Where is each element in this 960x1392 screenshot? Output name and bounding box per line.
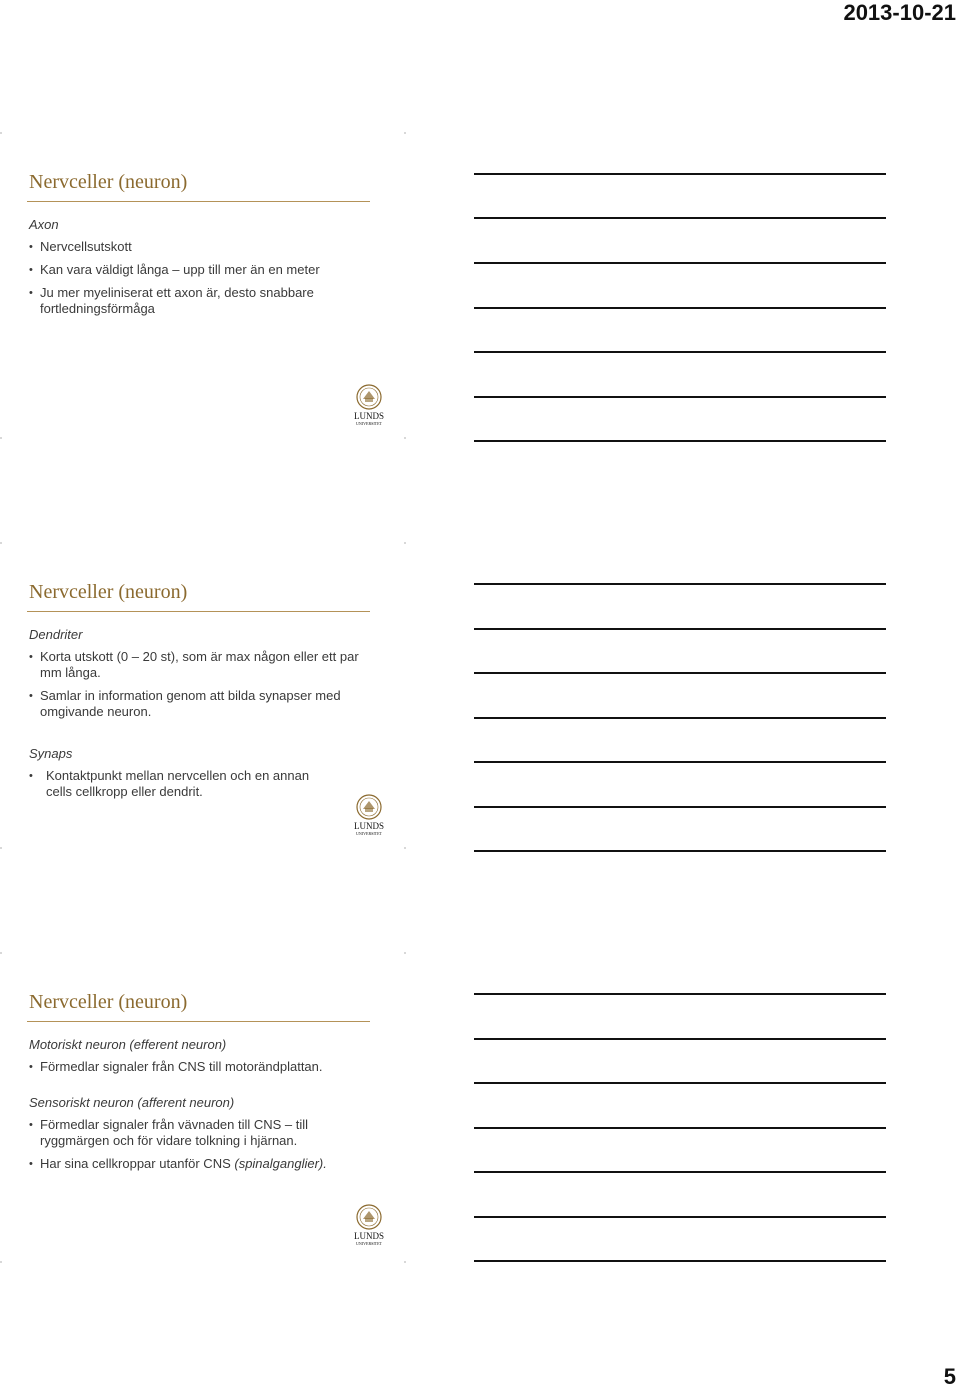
note-line (474, 717, 886, 719)
note-line (474, 440, 886, 442)
section-heading: Sensoriskt neuron (afferent neuron) (29, 1095, 235, 1110)
note-line (474, 396, 886, 398)
slide-title: Nervceller (neuron) (29, 171, 188, 193)
page-date: 2013-10-21 (843, 0, 956, 25)
crop-mark (0, 542, 2, 544)
note-line (474, 1171, 886, 1173)
crop-mark (0, 132, 2, 134)
bullet-list (29, 768, 374, 800)
bullet-list (29, 649, 374, 720)
university-seal-icon (357, 1205, 381, 1229)
slide-title: Nervceller (neuron) (29, 991, 188, 1013)
bullet-list (29, 239, 374, 317)
note-line (474, 1082, 886, 1084)
note-line (474, 806, 886, 808)
crop-mark (0, 847, 2, 849)
bullet-item: • Kontaktpunkt mellan nervcellen och en annan cells cellkropp eller dendrit. (29, 768, 336, 800)
logo-text: LUNDS (353, 1231, 385, 1241)
university-seal-icon (357, 795, 381, 819)
university-seal-icon (357, 385, 381, 409)
crop-mark (404, 542, 406, 544)
slide-1 (0, 171, 410, 571)
bullet-item: • Nervcellsutskott (29, 239, 374, 255)
logo-text: LUNDS (353, 411, 385, 421)
section-heading: Synaps (29, 746, 73, 761)
crop-mark (0, 1261, 2, 1263)
section-heading: Dendriter (29, 627, 83, 642)
bullet-item: • Korta utskott (0 – 20 st), som är max någon eller ett par mm långa. (29, 649, 360, 681)
note-line (474, 351, 886, 353)
bullet-list (29, 1117, 374, 1172)
page-number: 5 (943, 1364, 956, 1389)
note-line (474, 850, 886, 852)
note-line (474, 761, 886, 763)
note-line (474, 173, 886, 175)
note-line (474, 307, 886, 309)
section-heading: Motoriskt neuron (efferent neuron) (29, 1037, 227, 1052)
slide-2 (0, 581, 410, 981)
title-rule (27, 201, 370, 202)
crop-mark (404, 847, 406, 849)
bullet-text: Har sina cellkroppar utanför CNS (spinalganglier). (40, 1156, 327, 1171)
slide-content (29, 627, 374, 807)
slide-3 (0, 991, 410, 1391)
crop-mark (404, 952, 406, 954)
lund-university-logo (350, 1203, 388, 1247)
logo-subtext: UNIVERSITET (356, 1241, 382, 1246)
note-line (474, 583, 886, 585)
note-line (474, 993, 886, 995)
crop-mark (404, 437, 406, 439)
note-line (474, 1216, 886, 1218)
slide-title: Nervceller (neuron) (29, 581, 188, 603)
note-line (474, 1038, 886, 1040)
bullet-item: • Ju mer myeliniserat ett axon är, desto snabbare fortledningsförmåga (29, 285, 340, 317)
logo-text: LUNDS (353, 821, 385, 831)
slide-content (29, 1037, 374, 1179)
lund-university-logo (350, 383, 388, 427)
bullet-list (29, 1059, 374, 1075)
bullet-item (29, 1156, 374, 1172)
note-line (474, 672, 886, 674)
title-rule (27, 611, 370, 612)
bullet-item: • Kan vara väldigt långa – upp till mer än en meter (29, 262, 374, 278)
crop-mark (0, 437, 2, 439)
note-line (474, 217, 886, 219)
note-line (474, 1127, 886, 1129)
logo-subtext: UNIVERSITET (356, 421, 382, 426)
title-rule (27, 1021, 370, 1022)
bullet-item: • Samlar in information genom att bilda synapser med omgivande neuron. (29, 688, 370, 720)
note-line (474, 1260, 886, 1262)
crop-mark (404, 1261, 406, 1263)
bullet-item: • Förmedlar signaler från CNS till motorändplattan. (29, 1059, 374, 1075)
lund-university-logo (350, 793, 388, 837)
section-heading: Axon (29, 217, 59, 232)
logo-subtext: UNIVERSITET (356, 831, 382, 836)
note-line (474, 628, 886, 630)
bullet-item: • Förmedlar signaler från vävnaden till CNS – till ryggmärgen och för vidare tolkning i hjärnan. (29, 1117, 340, 1149)
note-line (474, 262, 886, 264)
italic-term: (spinalganglier). (234, 1156, 327, 1171)
slide-content (29, 217, 374, 324)
crop-mark (0, 952, 2, 954)
crop-mark (404, 132, 406, 134)
